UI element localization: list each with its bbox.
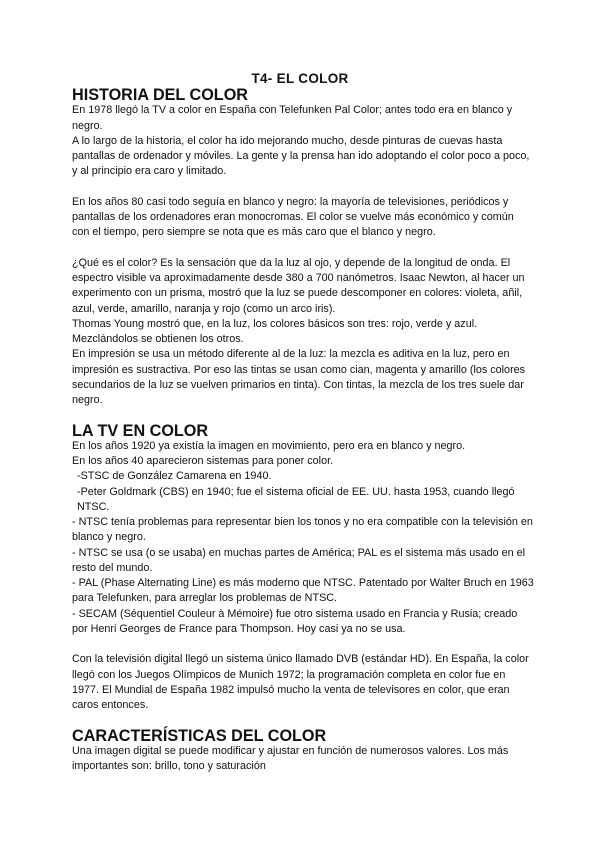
page-title: T4- EL COLOR [251, 71, 349, 86]
paragraph: A lo largo de la historia, el color ha ido mejorando mucho, desde pinturas de cuevas hasta pantallas de ordenador y móviles. La gente y la prensa han ido adoptando el color poco a poco, y al principio era caro y limitado. [72, 134, 530, 178]
list-item: - NTSC tenía problemas para representar bien los tonos y no era compatible con la televisión en blanco y negro. [72, 516, 533, 544]
paragraph: ¿Qué es el color? Es la sensación que da la luz al ojo, y depende de la longitud de onda. El espectro visible va aproximadamente desde 380 a 700 nanómetros. Isaac Newton, al hacer un experimento con un prisma, mostró que la luz se puede descomponer en colores: violeta, añil, azul, verde, amarillo, naranja y rojo (como un arco iris). [72, 256, 525, 315]
section-heading: LA TV EN COLOR [72, 421, 209, 440]
list-item: -Peter Goldmark (CBS) en 1940; fue el sistema oficial de EE. UU. hasta 1953, cuando llegó NTSC. [77, 485, 515, 513]
section-heading: HISTORIA DEL COLOR [72, 86, 248, 104]
paragraph: Una imagen digital se puede modificar y ajustar en función de numerosos valores. Los más importantes son: brillo, tono y saturación [72, 744, 509, 772]
paragraph: En 1978 llegó la TV a color en España con Telefunken Pal Color; antes todo era en blanco y negro. [72, 104, 513, 132]
paragraph: Thomas Young mostró que, en la luz, los colores básicos son tres: rojo, verde y azul. Mezclándolos se obtienen los otros. [72, 317, 478, 345]
section-heading: CARACTERÍSTICAS DEL COLOR [72, 726, 327, 745]
list-item: - SECAM (Séquentiel Couleur à Mémoire) fue otro sistema usado en Francia y Rusia; creado por Henri Georges de France para Thompson. Hoy casi ya no se usa. [72, 607, 518, 635]
paragraph: En los años 40 aparecieron sistemas para poner color. [72, 455, 334, 467]
list-item: -STSC de González Camarena en 1940. [77, 470, 272, 483]
section-caracteristicas [72, 726, 534, 775]
paragraph: En los años 1920 ya existía la imagen en movimiento, pero era en blanco y negro. [72, 439, 466, 452]
paragraph: En los años 80 casi todo seguía en blanco y negro: la mayoría de televisiones, periódicos y pantallas de los ordenadores eran monocromas. El color se vuelve más económico y común con el tiempo, pero siempre se nota que es más caro que el blanco y negro. [72, 195, 514, 239]
document-body [72, 88, 534, 774]
paragraph: En impresión se usa un método diferente al de la luz: la mezcla es aditiva en la luz, pero en impresión es sustractiva. Por eso las tintas se usan como cian, magenta y amarillo (los colores secundarios de la luz se vuelven primarios en tinta). Con tintas, la mezcla de los tres suele dar negro. [72, 348, 526, 406]
list-item: - PAL (Phase Alternating Line) es más moderno que NTSC. Patentado por Walter Bruch en 1963 para Telefunken, para arreglar los problemas de NTSC. [72, 577, 534, 605]
paragraph: Con la televisión digital llegó un sistema único llamado DVB (estándar HD). En España, la color llegó con los Juegos Olímpicos de Munich 1972; la programación completa en color fue en 1977. El Mundial de España 1982 impulsó mucho la venta de televisores en color, que eran caros entonces. [72, 653, 529, 711]
list-item: - NTSC se usa (o se usaba) en muchas partes de América; PAL es el sistema más usado en el resto del mundo. [72, 546, 526, 574]
section-historia [72, 88, 534, 408]
section-tv-color [72, 421, 534, 714]
